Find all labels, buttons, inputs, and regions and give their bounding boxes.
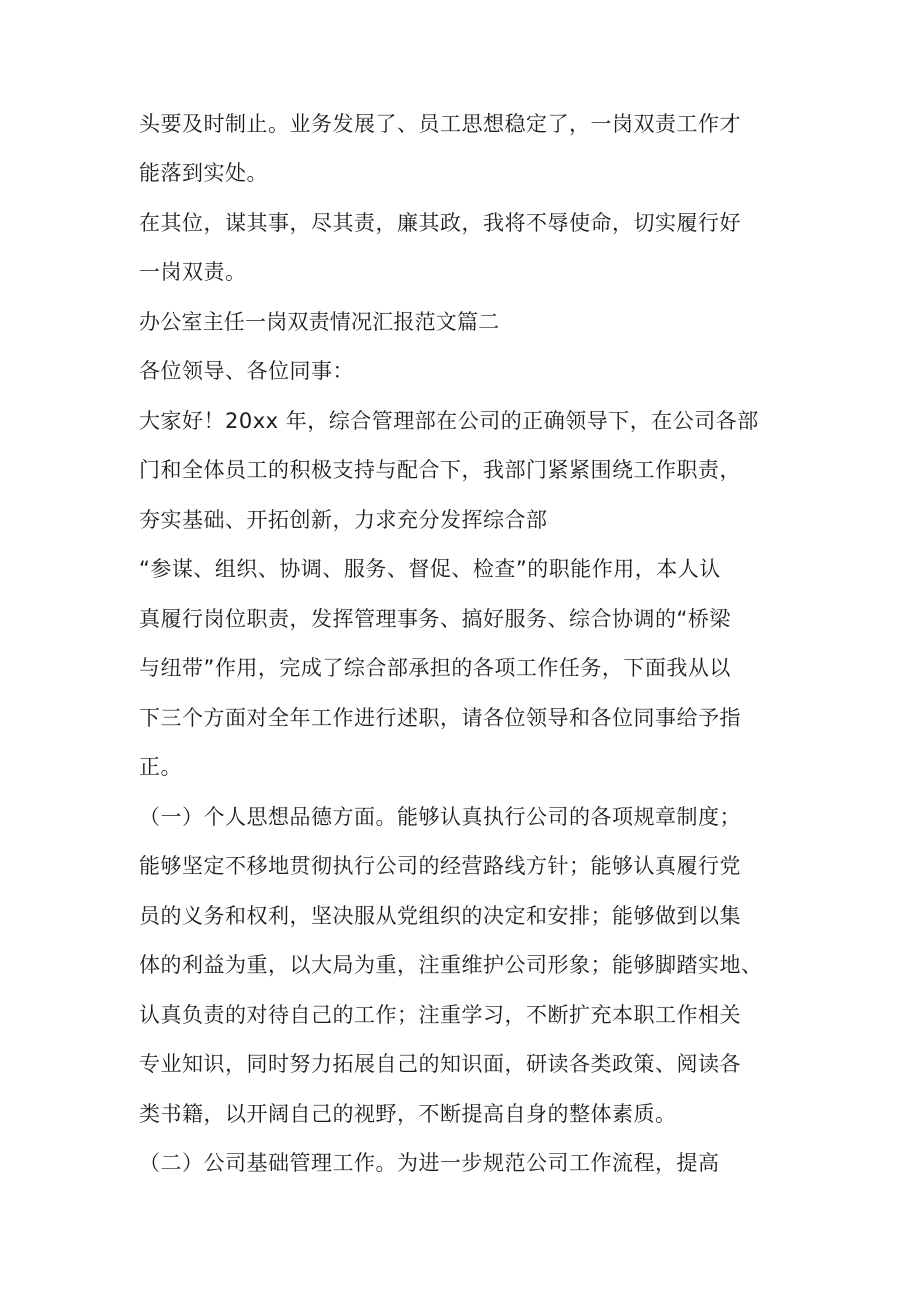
body-line: 员的义务和权利，坚决服从党组织的决定和安排；能够做到以集: [139, 904, 741, 928]
body-line: 一岗双责。: [139, 260, 247, 284]
body-line: 下三个方面对全年工作进行述职，请各位领导和各位同事给予指: [139, 706, 741, 730]
body-line: 在其位，谋其事，尽其责，廉其政，我将不辱使命，切实履行好: [139, 211, 741, 235]
body-line: （一）个人思想品德方面。能够认真执行公司的各项规章制度；: [139, 805, 741, 829]
body-line: 与纽带”作用，完成了综合部承担的各项工作任务，下面我从以: [139, 656, 731, 680]
salutation-line: 各位领导、各位同事：: [139, 359, 354, 383]
body-line: 专业知识，同时努力拓展自己的知识面，研读各类政策、阅读各: [139, 1052, 741, 1076]
body-line: “参谋、组织、协调、服务、督促、检查”的职能作用，本人认: [139, 557, 721, 581]
body-line: 夯实基础、开拓创新，力求充分发挥综合部: [139, 508, 548, 532]
section-heading: 办公室主任一岗双责情况汇报范文篇二: [139, 310, 500, 334]
body-line: 认真负责的对待自己的工作；注重学习，不断扩充本职工作相关: [139, 1003, 741, 1027]
body-line: 大家好！20xx 年，综合管理部在公司的正确领导下，在公司各部: [139, 409, 759, 433]
body-line: 能落到实处。: [139, 161, 268, 185]
body-line: 门和全体员工的积极支持与配合下，我部门紧紧围绕工作职责，: [139, 458, 741, 482]
body-line: 头要及时制止。业务发展了、员工思想稳定了，一岗双责工作才: [139, 112, 741, 136]
body-line: 类书籍，以开阔自己的视野，不断提高自身的整体素质。: [139, 1102, 677, 1126]
body-line: 能够坚定不移地贯彻执行公司的经营路线方针；能够认真履行党: [139, 854, 741, 878]
body-line: 正。: [139, 755, 182, 779]
body-line: （二）公司基础管理工作。为进一步规范公司工作流程，提高: [139, 1151, 720, 1175]
body-line: 体的利益为重，以大局为重，注重维护公司形象；能够脚踏实地、: [139, 953, 763, 977]
body-line: 真履行岗位职责，发挥管理事务、搞好服务、综合协调的“桥梁: [139, 607, 731, 631]
